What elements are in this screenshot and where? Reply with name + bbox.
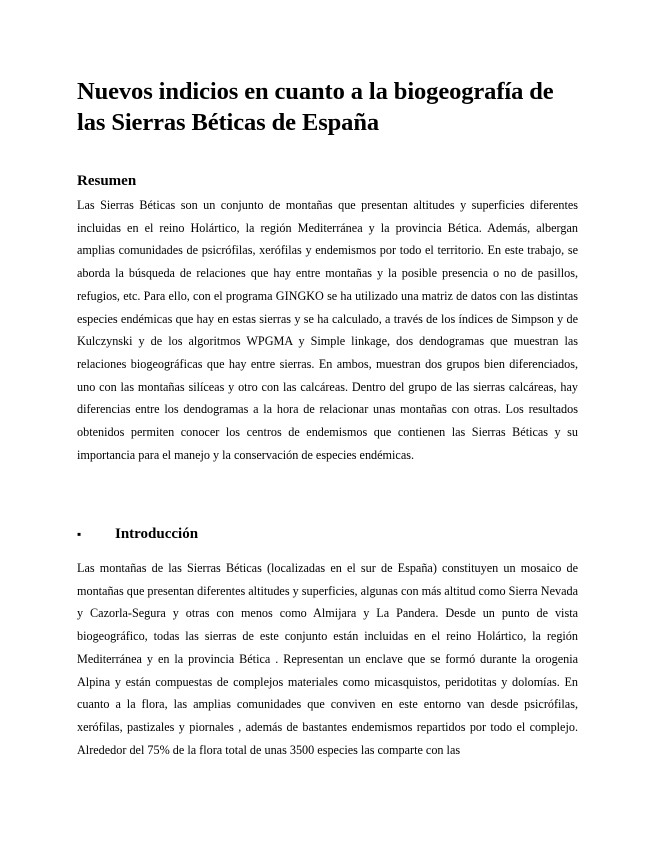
introduction-paragraph: Las montañas de las Sierras Béticas (localizadas en el sur de España) constituyen un mosaico de montañas que presentan diferentes altitudes y superficies, algunas con más altitud como Sierra Nevada y Cazorla-Segura y otras con menos como Almijara y La Pandera. Desde un punto de vista biogeográfico, todas las sierras de este conjunto están incluidas en el reino Holártico, la región Mediterránea y en la provincia Bética . Representan un enclave que se formó durante la orogenia Alpina y están compuestas de complejos materiales como micasquistos, peridotitas y dolomías. En cuanto a la flora, las amplias comunidades que conviven en este entorno van desde psicrófilas, xerófilas, pastizales y piornales , además de bastantes endemismos repartidos por todo el complejo. Alrededor del 75% de la flora total de unas 3500 especies las comparte con las — [77, 561, 578, 757]
section-bullet-icon: ▪ — [77, 527, 82, 541]
paper-title: Nuevos indicios en cuanto a la biogeografía de las Sierras Béticas de España — [77, 78, 554, 136]
introduction-heading: Introducción — [115, 526, 199, 542]
abstract-heading: Resumen — [77, 173, 137, 189]
abstract-paragraph: Las Sierras Béticas son un conjunto de montañas que presentan altitudes y superficies diferentes incluidas en el reino Holártico, la región Mediterránea y la provincia Bética. Además, albergan amplias comunidades de psicrófilas, xerófilas y endemismos por todo el territorio. En este trabajo, se aborda la búsqueda de relaciones que hay entre montañas y la posible presencia o no de pasillos, refugios, etc. Para ello, con el programa GINGKO se ha utilizado una matriz de datos con las distintas especies endémicas que hay en estas sierras y se ha calculado, a través de los índices de Simpson y de Kulczynski y de los algoritmos WPGMA y Simple linkage, dos dendogramas que muestran las relaciones biogeográficas que hay entre sierras. En ambos, muestran dos grupos bien diferenciados, uno con las montañas silíceas y otro con las calcáreas. Dentro del grupo de las sierras calcáreas, hay diferencias entre los dendogramas a la hora de relacionar unas montañas con otras. Los resultados obtenidos permiten conocer los centros de endemismos que contienen las Sierras Béticas y su importancia para el manejo y la conservación de especies endémicas. — [77, 198, 578, 462]
introduction-heading-row — [77, 524, 578, 544]
